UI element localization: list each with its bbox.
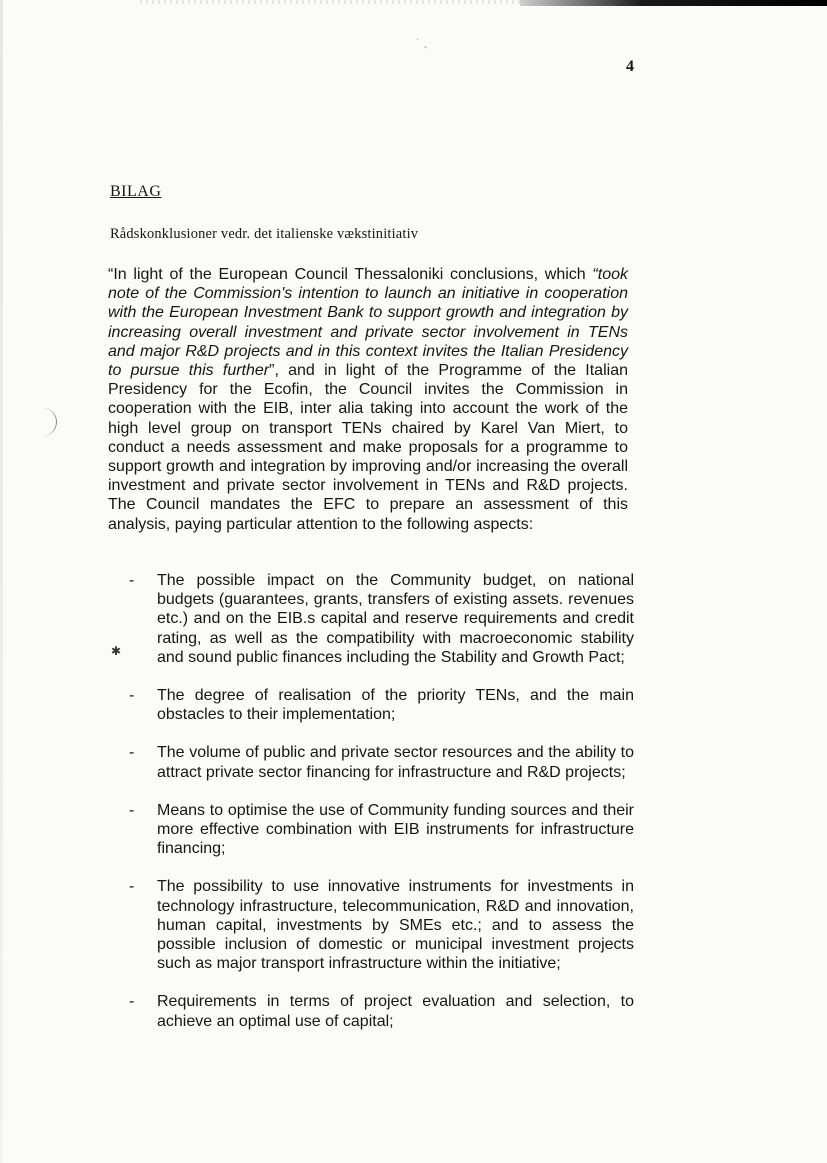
bullet-marker: - [129,744,135,762]
aspect-text: The possible impact on the Community budget, on national budgets (guarantees, grants, transfers of existing assets. revenues etc.) and on the EIB.s capital and reserve requirements and credit rating, as well as the compatibility with macroeconomic stability and sound public finances including the Stability and Growth Pact; [157,572,634,666]
list-item [108,743,634,781]
bullet-marker: - [129,572,135,589]
scan-edge-mark [520,0,827,6]
list-item [108,877,634,973]
list-item [108,992,634,1030]
aspect-text: The degree of realisation of the priority TENs, and the main obstacles to their implementation; [157,687,634,724]
intro-quote: “took note of the Commission's intention to launch an initiative in cooperation with the European Investment Bank to support growth and integration by increasing overall investment and private sector involvement in TENs and major R&D projects and in this context invites the Italian Presidency to pursue this further [108,266,628,380]
bullet-marker: - [129,878,135,896]
annex-title: BILAG [110,183,162,200]
aspect-list [108,571,634,1050]
scan-dots-mark: ˙ ˛ [415,38,429,49]
list-item [108,686,634,724]
annex-subtitle: Rådskonklusioner vedr. det italienske vækstinitiativ [110,226,419,242]
aspect-text: Requirements in terms of project evaluation and selection, to achieve an optimal use of capital; [157,993,634,1030]
scan-star-mark: ✱ [111,644,122,658]
scan-speckle [140,0,520,4]
punch-hole-mark [42,408,57,436]
list-item [108,801,634,859]
bullet-marker: - [129,687,135,705]
intro-lead: “In light of the European Council Thessaloniki conclusions, which [108,266,593,283]
aspect-text: The volume of public and private sector resources and the ability to attract private sector financing for infrastructure and R&D projects; [157,744,634,781]
list-item [108,571,634,667]
aspect-text: The possibility to use innovative instruments for investments in technology infrastructure, telecommunication, R&D and innovation, human capital, investments by SMEs etc.; and to assess the possible inclusion of domestic or municipal investment projects such as major transport infrastructure within the initiative; [157,878,634,973]
bullet-marker: - [129,801,135,819]
aspect-text: Means to optimise the use of Community funding sources and their more effective combination with EIB instruments for infrastructure financing; [157,801,634,858]
bullet-marker: - [129,993,135,1011]
intro-rest: ”, and in light of the Programme of the Italian Presidency for the Ecofin, the Council invites the Commission in cooperation with the EIB, inter alia taking into account the work of the high level group on transport TENs chaired by Karel Van Miert, to conduct a needs assessment and make proposals for a programme to support growth and integration by improving and/or increasing the overall investment and private sector involvement in TENs and R&D projects. The Council mandates the EFC to prepare an assessment of this analysis, paying particular attention to the following aspects: [108,362,628,533]
intro-paragraph [108,265,628,534]
scan-left-edge [0,0,3,1163]
page-number: 4 [626,58,634,75]
